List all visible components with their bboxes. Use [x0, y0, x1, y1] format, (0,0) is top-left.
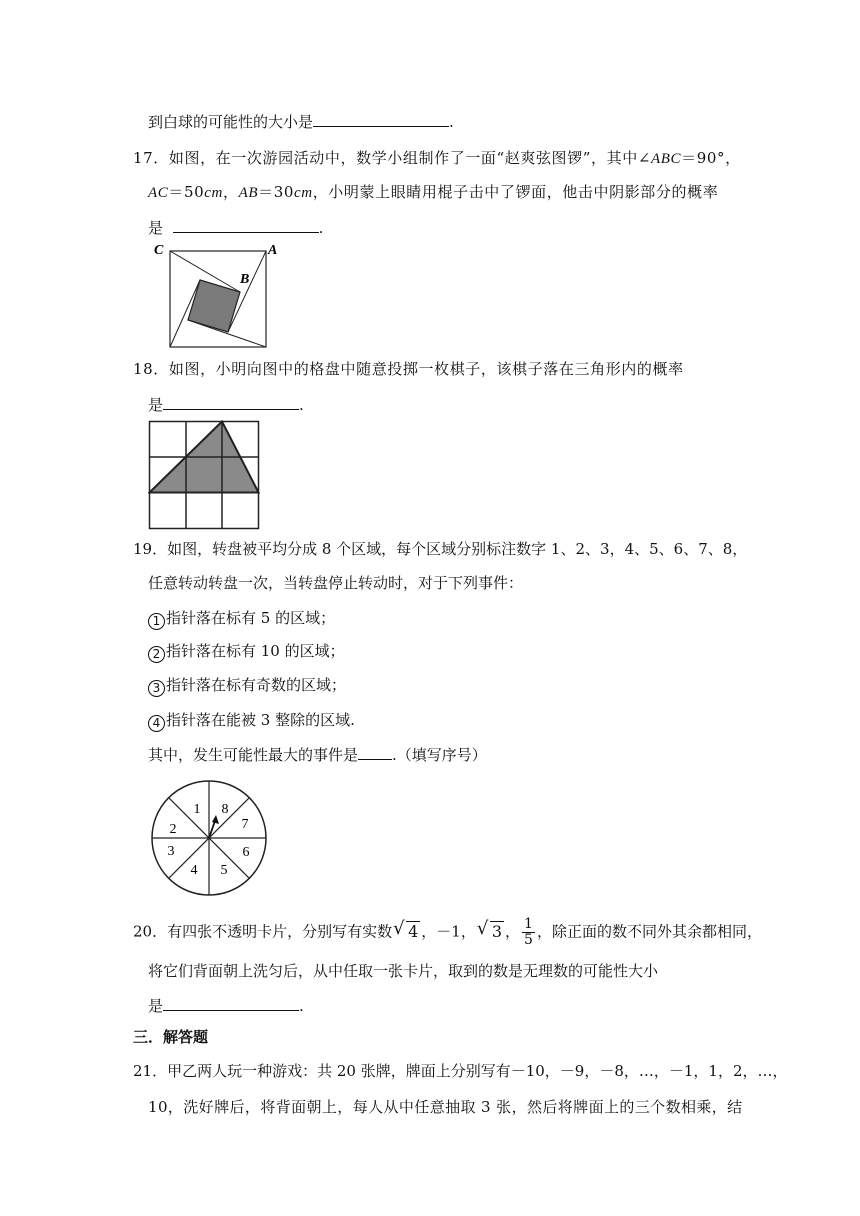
q17-line3: 是 .	[148, 219, 324, 237]
q21-line2: 10，洗好牌后，将背面朝上，每人从中任意抽取 3 张，然后将牌面上的三个数相乘，结	[148, 1098, 743, 1116]
fraction-one-fifth: $\frac{1}{5}$	[524, 916, 533, 948]
wheel-number-6: 6	[242, 845, 250, 860]
q19-event-3: 3 指针落在标有奇数的区域；	[148, 675, 346, 697]
label-b: B	[240, 272, 250, 287]
grid-triangle-diagram	[148, 420, 260, 530]
answer-blank[interactable]	[173, 217, 319, 233]
q17-line1: 17．如图，在一次游园活动中，数学小组制作了一面“赵爽弦图锣”，其中∠ABC＝90°，	[133, 149, 741, 167]
zhao-shuang-diagram	[148, 240, 282, 356]
section-title: 三．解答题	[133, 1028, 209, 1046]
sqrt-4: √ 4	[393, 917, 419, 941]
answer-blank[interactable]	[163, 995, 299, 1011]
label-a: A	[268, 243, 278, 258]
q20-line2: 将它们背面朝上洗匀后，从中任取一张卡片，取到的数是无理数的可能性大小	[148, 962, 659, 980]
q18-line1: 18．如图，小明向图中的格盘中随意投掷一枚棋子，该棋子落在三角形内的概率	[133, 360, 684, 378]
wheel-number-7: 7	[241, 817, 249, 832]
intro-line: 到白球的可能性的大小是 .	[148, 113, 454, 131]
answer-blank[interactable]	[163, 394, 299, 410]
wheel-number-2: 2	[169, 822, 177, 837]
answer-blank[interactable]	[358, 744, 392, 760]
wheel-number-1: 1	[193, 802, 201, 817]
label-c: C	[154, 243, 164, 258]
spinner-wheel	[148, 778, 270, 900]
answer-blank[interactable]	[313, 111, 449, 127]
q17-line2: AC＝50cm，AB＝30cm，小明蒙上眼睛用棍子击中了锣面，他击中阴影部分的概率	[148, 183, 719, 201]
q19-answer-line: 其中，发生可能性最大的事件是 .（填写序号）	[148, 746, 487, 764]
sqrt-3: √ 3	[476, 917, 503, 941]
intro-text: 到白球的可能性的大小是	[148, 113, 314, 131]
wheel-number-4: 4	[190, 863, 198, 878]
q20-line3: 是 .	[148, 997, 304, 1015]
q19-event-1: 1 指针落在标有 5 的区域；	[148, 608, 335, 630]
q18-line2: 是 .	[148, 396, 304, 414]
wheel-number-8: 8	[221, 802, 229, 817]
q19-event-4: 4 指针落在能被 3 整除的区域.	[148, 710, 355, 732]
q19-event-2: 2 指针落在标有 10 的区域；	[148, 641, 345, 663]
wheel-number-3: 3	[167, 844, 175, 859]
q21-line1: 21．甲乙两人玩一种游戏：共 20 张牌，牌面上分别写有－10，－9，－8，…，－1，1，2，…，	[133, 1062, 788, 1080]
wheel-number-5: 5	[220, 863, 228, 878]
q20-line1: 20．有四张不透明卡片，分别写有实数 √ 4 ，－1， √ 3 ， $\frac{1}{5}$ ，除正面的数不同外其余都相同，	[133, 916, 762, 948]
q19-line1: 19．如图，转盘被平均分成 8 个区域，每个区域分别标注数字 1、2、3，4、5、6、7、8，	[133, 540, 748, 558]
q19-line2: 任意转动转盘一次，当转盘停止转动时，对于下列事件：	[148, 574, 524, 592]
